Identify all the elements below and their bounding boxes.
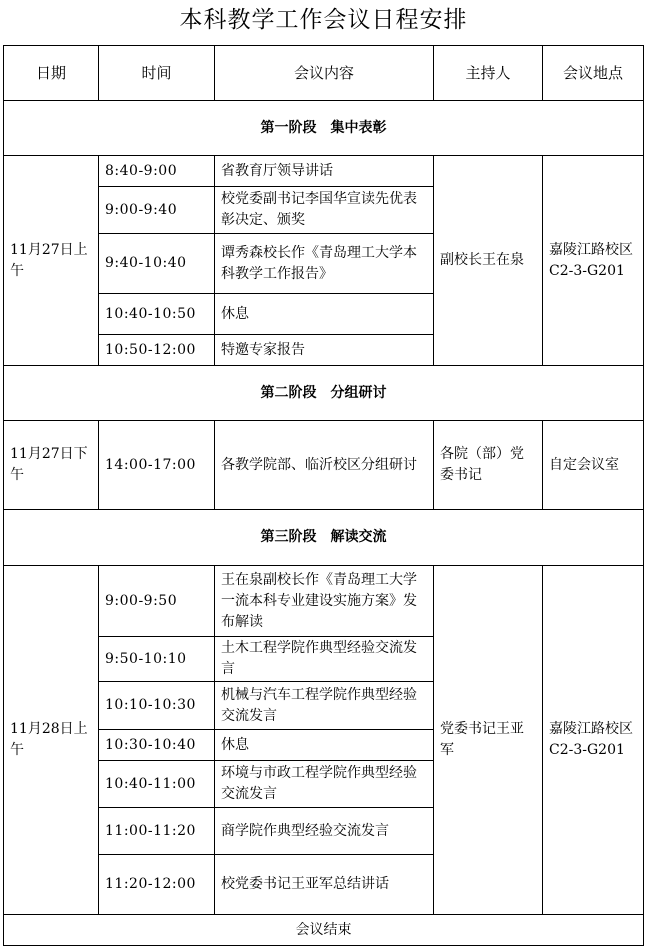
session-content: 校党委书记王亚军总结讲话 (215, 855, 434, 915)
session-content: 商学院作典型经验交流发言 (215, 808, 434, 855)
header-date: 日期 (4, 46, 99, 101)
stage-1-date: 11月27日上午 (4, 156, 99, 366)
stage-3-location: 嘉陵江路校区C2-3-G201 (543, 566, 644, 915)
page-title: 本科教学工作会议日程安排 (179, 7, 468, 33)
stage-3-title: 第三阶段 解读交流 (4, 510, 644, 566)
stage-2-title: 第二阶段 分组研讨 (4, 366, 644, 421)
session-content: 机械与汽车工程学院作典型经验交流发言 (215, 682, 434, 730)
session-time: 10:50-12:00 (99, 335, 215, 366)
stage-2-location: 自定会议室 (543, 421, 644, 510)
session-content: 环境与市政工程学院作典型经验交流发言 (215, 761, 434, 808)
stage-3-date: 11月28日上午 (4, 566, 99, 915)
session-time: 11:00-11:20 (99, 808, 215, 855)
session-time: 10:30-10:40 (99, 730, 215, 761)
stage-1-location: 嘉陵江路校区C2-3-G201 (543, 156, 644, 366)
session-content: 校党委副书记李国华宣读先优表彰决定、颁奖 (215, 187, 434, 234)
header-content: 会议内容 (215, 46, 434, 101)
stage-2-date: 11月27日下午 (4, 421, 99, 510)
meeting-end: 会议结束 (4, 915, 644, 946)
session-time: 9:00-9:40 (99, 187, 215, 234)
session-content: 休息 (215, 730, 434, 761)
footer-row (4, 915, 644, 946)
session-time: 9:00-9:50 (99, 566, 215, 637)
header-host: 主持人 (434, 46, 543, 101)
stage-3-row (4, 510, 644, 566)
session-time: 10:10-10:30 (99, 682, 215, 730)
session-time: 10:40-10:50 (99, 294, 215, 335)
session-time: 10:40-11:00 (99, 761, 215, 808)
session-content: 特邀专家报告 (215, 335, 434, 366)
stage-2-row (4, 366, 644, 421)
session-content: 休息 (215, 294, 434, 335)
session-time: 14:00-17:00 (99, 421, 215, 510)
header-location: 会议地点 (543, 46, 644, 101)
session-time: 9:50-10:10 (99, 637, 215, 682)
session-content: 省教育厅领导讲话 (215, 156, 434, 187)
table-row (4, 566, 644, 637)
stage-1-row (4, 101, 644, 156)
stage-2-host: 各院（部）党委书记 (434, 421, 543, 510)
schedule-table (3, 45, 644, 946)
stage-1-title: 第一阶段 集中表彰 (4, 101, 644, 156)
session-time: 8:40-9:00 (99, 156, 215, 187)
session-content: 土木工程学院作典型经验交流发言 (215, 637, 434, 682)
header-row (4, 46, 644, 101)
session-content: 各教学院部、临沂校区分组研讨 (215, 421, 434, 510)
table-row (4, 421, 644, 510)
header-time: 时间 (99, 46, 215, 101)
session-content: 王在泉副校长作《青岛理工大学一流本科专业建设实施方案》发布解读 (215, 566, 434, 637)
table-row (4, 156, 644, 187)
session-content: 谭秀森校长作《青岛理工大学本科教学工作报告》 (215, 234, 434, 294)
stage-1-host: 副校长王在泉 (434, 156, 543, 366)
stage-3-host: 党委书记王亚军 (434, 566, 543, 915)
session-time: 11:20-12:00 (99, 855, 215, 915)
session-time: 9:40-10:40 (99, 234, 215, 294)
